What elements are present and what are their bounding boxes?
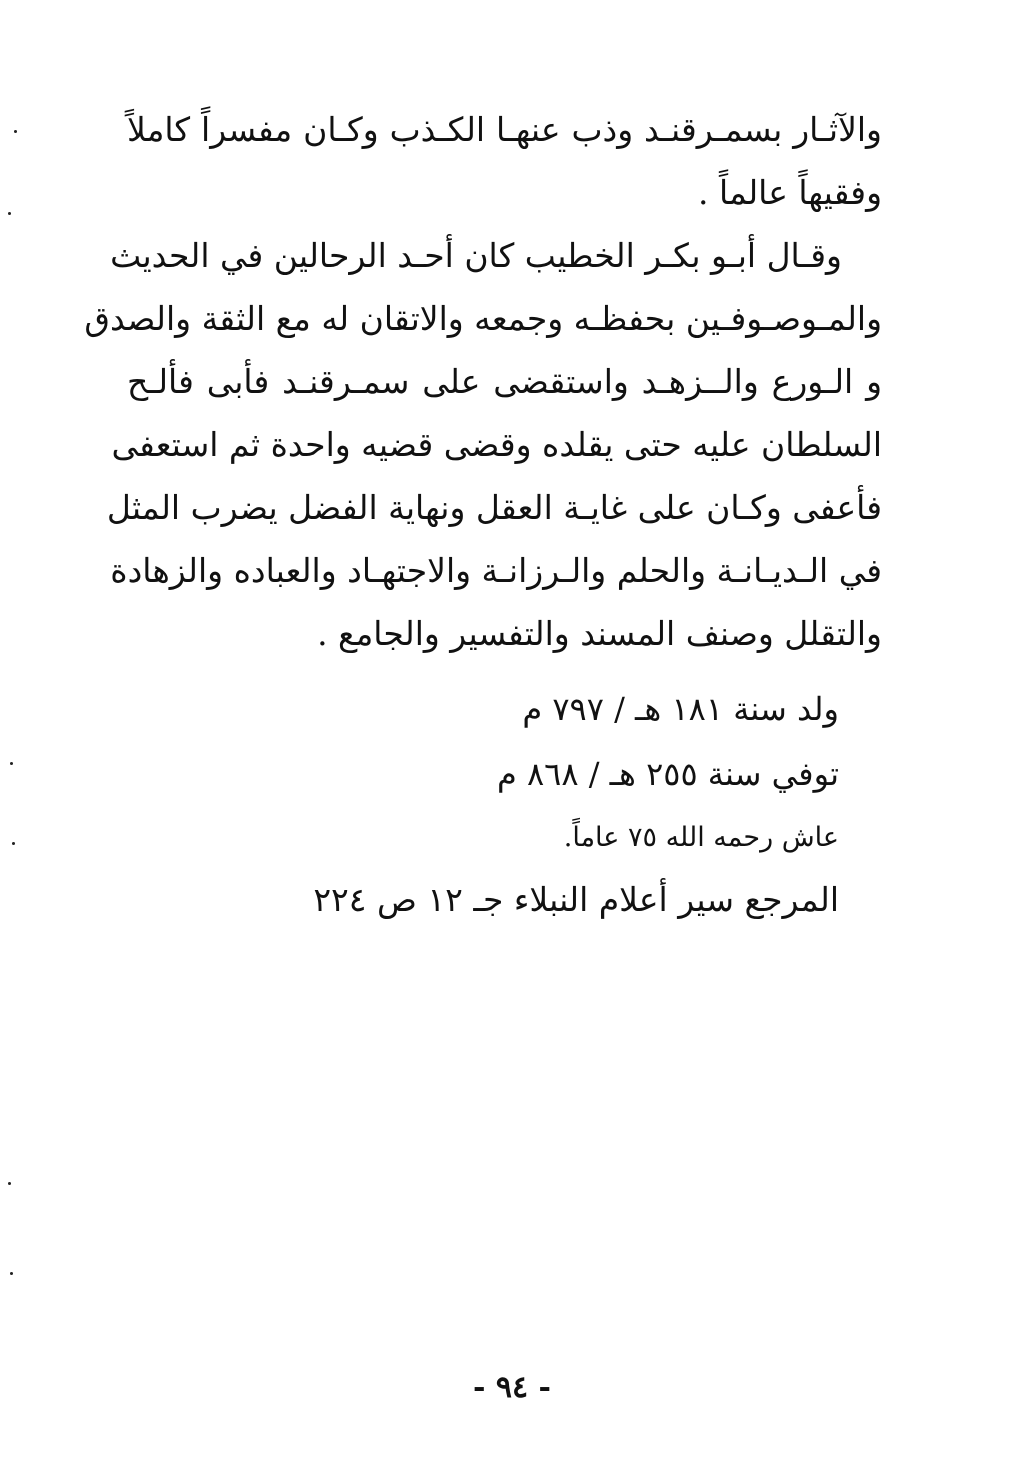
scan-speck — [14, 130, 17, 133]
paragraph-line: وفقيهاً عالماً . — [697, 173, 882, 212]
paragraph-line: و الـورع والــزهـد واستقضى على سمـرقنـد فأبى فألـح — [127, 362, 882, 401]
scan-speck — [12, 842, 15, 845]
biography-paragraph — [84, 98, 882, 665]
scan-speck — [10, 762, 13, 765]
scan-speck — [10, 1272, 13, 1275]
birth-date: ولد سنة ١٨١ هـ / ٧٩٧ م — [522, 690, 839, 728]
lifespan: عاش رحمه الله ٧٥ عاماً. — [563, 822, 839, 853]
death-date: توفي سنة ٢٥٥ هـ / ٨٦٨ م — [496, 755, 839, 793]
paragraph-line: والآثـار بسمـرقنـد وذب عنهـا الكـذب وكـان مفسراً كاملاً — [127, 110, 882, 149]
paragraph-line: وقـال أبـو بكـر الخطيب كان أحـد الرحالين في الحديث — [110, 236, 842, 275]
scan-speck — [8, 1182, 11, 1185]
paragraph-line: والتقلل وصنف المسند والتفسير والجامع . — [317, 614, 882, 653]
scan-speck — [8, 212, 11, 215]
paragraph-line: والمـوصـوفـين بحفظـه وجمعه والاتقان له مع الثقة والصدق — [84, 299, 882, 338]
page-number: - ٩٤ - — [472, 1370, 552, 1405]
paragraph-line: السلطان عليه حتى يقلده وقضى قضيه واحدة ثم استعفى — [111, 425, 882, 464]
reference-citation: المرجع سير أعلام النبلاء جـ ١٢ ص ٢٢٤ — [313, 880, 839, 919]
paragraph-line: في الـديـانـة والحلم والـرزانـة والاجتهـاد والعباده والزهادة — [110, 551, 882, 590]
paragraph-line: فأعفى وكـان على غايـة العقل ونهاية الفضل يضرب المثل — [106, 488, 882, 527]
